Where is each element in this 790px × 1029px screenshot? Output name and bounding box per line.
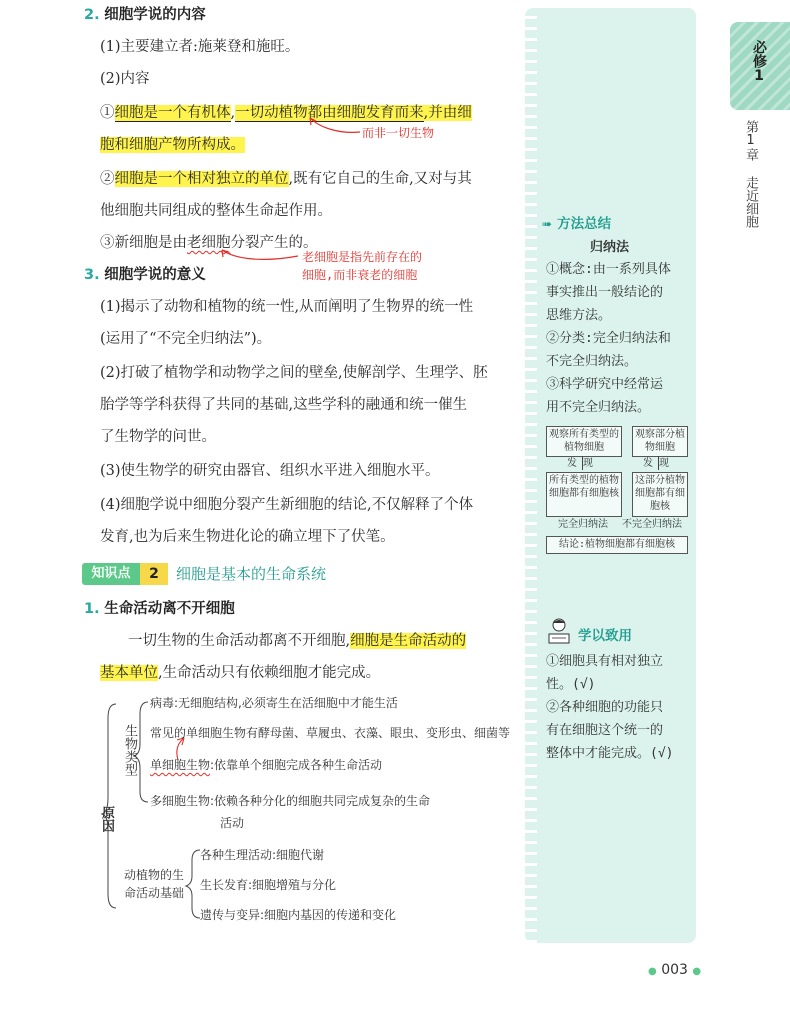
section-3-heading [84, 264, 206, 286]
diagram-box: 观察所有类型的植物细胞 [546, 426, 622, 457]
tree-leaf: 生长发育:细胞增殖与分化 [200, 878, 337, 892]
section-number: 2. [84, 7, 100, 23]
s3-para: (2)打破了植物学和动物学之间的壁垒,使解剖学、生理学、胚 [100, 365, 488, 381]
method-title: 方法总结 [557, 216, 612, 232]
annotation-note [302, 248, 422, 284]
circle-number: ② [100, 171, 115, 187]
method-summary-heading [542, 212, 611, 232]
method-line: 事实推出一般结论的 [546, 285, 664, 300]
method-line: ②分类:完全归纳法和 [546, 331, 671, 346]
diagram-box: 所有类型的植物细胞都有细胞核 [546, 472, 622, 517]
tab-number: 1 [754, 68, 764, 84]
wavy-underline-text: 单细胞生物 [150, 758, 211, 772]
highlight-text: 胞和细胞产物所构成。 [100, 137, 245, 153]
branch-line: 动植物的生 [124, 868, 185, 882]
dot-icon: ● [692, 966, 702, 977]
diagram-box: 这部分植物细胞都有细胞核 [632, 472, 688, 517]
tree-red-note: 常见的单细胞生物有酵母菌、草履虫、衣藻、眼虫、变形虫、细菌等 [150, 726, 511, 740]
highlight-text: 细胞是一个有机体 [114, 105, 231, 121]
section-title: 细胞学说的意义 [104, 267, 206, 283]
s2-item1: (1)主要建立者:施莱登和施旺。 [100, 39, 300, 55]
method-line: 思维方法。 [546, 308, 612, 323]
annotation-arrow-icon [206, 246, 306, 268]
highlight-text: 细胞是生命活动的 [350, 633, 467, 649]
apply-text [546, 650, 673, 765]
s3-para: (运用了“不完全归纳法”)。 [100, 331, 272, 347]
chapter-number: 第1章 [743, 120, 758, 161]
knowledge-point-badge: 知识点 [82, 563, 140, 585]
tree-root-label: 原因 [99, 806, 114, 832]
wavy-underline-text: 老细胞 [187, 235, 231, 251]
method-line: ③科学研究中经常运 [546, 377, 664, 392]
section-number: 3. [84, 267, 100, 283]
tab-label [748, 40, 770, 84]
s3-para: (4)细胞学说中细胞分裂产生新细胞的结论,不仅解释了个体 [100, 497, 474, 513]
diagram-label: 发现 [643, 458, 675, 469]
section-title: 生命活动离不开细胞 [104, 601, 235, 617]
section-1-heading [84, 598, 235, 620]
apply-line: ①细胞具有相对独立 [546, 654, 664, 669]
method-line: 用不完全归纳法。 [546, 400, 651, 415]
tree-branch-label [124, 866, 184, 902]
content-para-2-line2: 他细胞共同组成的整体生命起作用。 [100, 203, 332, 219]
tree-leaf: 遗传与变异:细胞内基因的传递和变化 [200, 908, 397, 922]
section-title: 细胞学说的内容 [104, 7, 206, 23]
s3-para: (1)揭示了动物和植物的统一性,从而阐明了生物界的统一性 [100, 299, 474, 315]
para-text: ,既有它自己的生命,又对与其 [288, 171, 472, 187]
dot-icon: ● [648, 966, 657, 977]
tree-leaf [150, 756, 382, 774]
tree-leaf: 多细胞生物:依赖各种分化的细胞共同完成复杂的生命 [150, 794, 431, 808]
tree-leaf: 各种生理活动:细胞代谢 [200, 848, 325, 862]
sidebar-stripe [525, 8, 537, 943]
branch-line: 命活动基础 [124, 886, 185, 900]
knowledge-point-banner [82, 562, 502, 586]
para-text: 一切生物的生命活动都离不开细胞, [128, 633, 351, 649]
apply-line: 有在细胞这个统一的 [546, 723, 664, 738]
page-number-text: 003 [661, 962, 688, 978]
section-number: 1. [84, 601, 100, 617]
para-text: 分裂产生的。 [230, 235, 318, 251]
content-para-1 [100, 102, 472, 124]
knowledge-point-title: 细胞是基本的生命系统 [176, 565, 327, 583]
s1-para-line2 [100, 662, 380, 684]
content-para-2 [100, 168, 472, 190]
student-icon [544, 616, 574, 646]
tree-branch-label: 生物类型 [122, 724, 137, 776]
para-text: ③新细胞是由 [100, 235, 187, 251]
diagram-label: 完全归纳法 [558, 519, 608, 530]
double-arrow-icon: ➠ [542, 217, 553, 231]
s3-para: 胎学等学科获得了共同的基础,这些学科的融通和统一催生 [100, 397, 468, 413]
s1-para [128, 630, 466, 652]
circle-number: ① [100, 105, 115, 121]
annotation-arrow-icon [300, 114, 370, 136]
diagram-label: 不完全归纳法 [622, 519, 682, 530]
method-line: ①概念:由一系列具体 [546, 262, 671, 277]
knowledge-point-number: 2 [140, 563, 168, 585]
highlight-text: ,并由细 [423, 105, 472, 121]
apply-line: 整体中才能完成。(√) [546, 746, 674, 761]
chapter-name: 走近细胞 [743, 176, 758, 228]
annotation-line: 细胞,而非衰老的细胞 [302, 268, 418, 282]
s3-para: 了生物学的问世。 [100, 429, 216, 445]
s3-para: 发育,也为后来生物进化论的确立埋下了伏笔。 [100, 529, 395, 545]
apply-line: 性。(√) [546, 677, 596, 692]
method-line: 不完全归纳法。 [546, 354, 638, 369]
annotation-line: 老细胞是指先前存在的 [302, 250, 423, 264]
tab-bixiu: 必修 [751, 40, 767, 68]
method-subtitle: 归纳法 [590, 240, 630, 255]
induction-diagram [546, 426, 688, 556]
para-text: ,生命活动只有依赖细胞才能完成。 [158, 665, 381, 681]
diagram-label: 发现 [567, 458, 599, 469]
method-text [546, 258, 671, 419]
content-para-1-line2 [100, 134, 245, 156]
diagram-box: 观察部分植物细胞 [632, 426, 688, 457]
highlight-text: 细胞是一个相对独立的单位 [114, 171, 289, 187]
chapter-tab[interactable] [730, 22, 790, 110]
highlight-text: 一切动植物都由细胞发育而来 [235, 105, 424, 121]
apply-title: 学以致用 [578, 628, 632, 644]
tree-leaf: 病毒:无细胞结构,必须寄生在活细胞中才能生活 [150, 696, 398, 710]
page-number [648, 962, 701, 978]
annotation-note: 而非一切生物 [362, 126, 435, 140]
apply-line: ②各种细胞的功能只 [546, 700, 664, 715]
section-2-heading [84, 4, 206, 26]
leaf-text: :依靠单个细胞完成各种生命活动 [210, 758, 383, 772]
diagram-conclusion: 结论:植物细胞都有细胞核 [546, 536, 688, 554]
separator: , [230, 105, 236, 121]
s3-para: (3)使生物学的研究由器官、组织水平进入细胞水平。 [100, 463, 440, 479]
s2-item2: (2)内容 [100, 71, 150, 87]
tree-leaf: 活动 [220, 816, 245, 830]
highlight-text: 基本单位 [100, 665, 158, 681]
